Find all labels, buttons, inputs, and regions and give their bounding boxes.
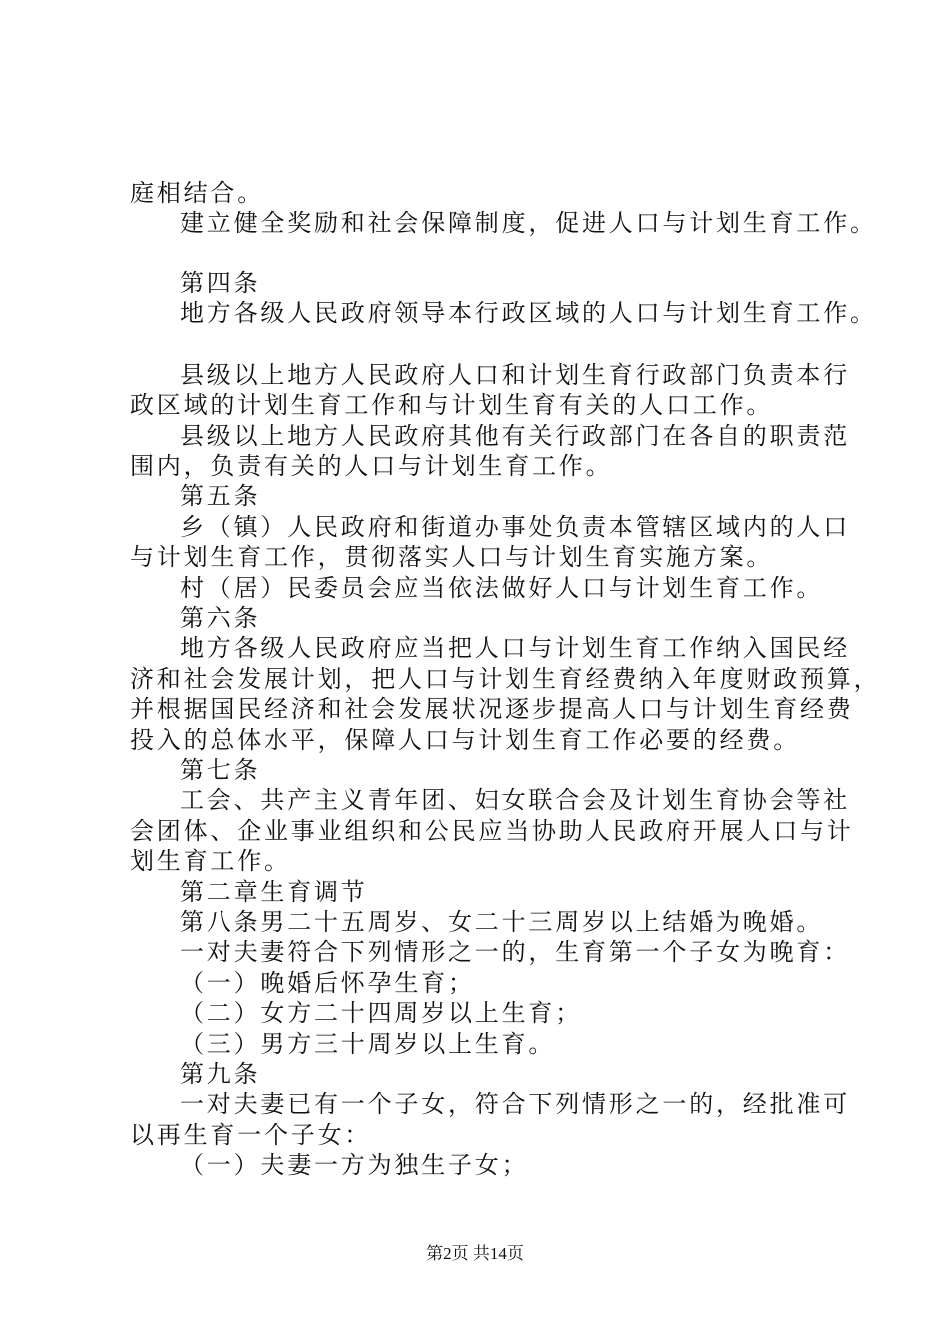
text-line: 一对夫妻符合下列情形之一的，生育第一个子女为晚育： [180,938,850,966]
list-item: （一）晚婚后怀孕生育； [180,969,475,997]
text-line: 地方各级人民政府领导本行政区域的人口与计划生育工作。 [180,299,877,327]
text-line: 工会、共产主义青年团、妇女联合会及计划生育协会等社 [180,786,850,814]
text-line: 县级以上地方人民政府人口和计划生育行政部门负责本行 [180,361,850,389]
chapter-heading: 第二章生育调节 [180,878,368,906]
text-line: 济和社会发展计划，把人口与计划生育经费纳入年度财政预算， [130,665,881,693]
text-line: 政区域的计划生育工作和与计划生育有关的人口工作。 [130,391,774,419]
list-item: （二）女方二十四周岁以上生育； [180,999,582,1027]
text-line: 与计划生育工作，贯彻落实人口与计划生育实施方案。 [130,543,774,571]
list-item: （一）夫妻一方为独生子女； [180,1151,529,1179]
article-heading: 第四条 [180,269,261,297]
text-line: 投入的总体水平，保障人口与计划生育工作必要的经费。 [130,726,800,754]
article-heading: 第六条 [180,604,261,632]
text-line: 并根据国民经济和社会发展状况逐步提高人口与计划生育经费 [130,695,854,723]
text-line: 第八条男二十五周岁、女二十三周岁以上结婚为晚婚。 [180,908,824,936]
text-line: 建立健全奖励和社会保障制度，促进人口与计划生育工作。 [180,209,877,237]
article-heading: 第九条 [180,1060,261,1088]
text-line: 县级以上地方人民政府其他有关行政部门在各自的职责范 [180,422,850,450]
text-line: 划生育工作。 [130,847,291,875]
text-line: 以再生育一个子女： [130,1121,372,1149]
list-item: （三）男方三十周岁以上生育。 [180,1030,556,1058]
text-line: 围内，负责有关的人口与计划生育工作。 [130,452,613,480]
text-line: 会团体、企业事业组织和公民应当协助人民政府开展人口与计 [130,817,854,845]
text-line: 村（居）民委员会应当依法做好人口与计划生育工作。 [180,574,824,602]
text-line: 庭相结合。 [130,179,264,207]
text-line: 乡（镇）人民政府和街道办事处负责本管辖区域内的人口 [180,513,850,541]
article-heading: 第五条 [180,482,261,510]
text-line: 地方各级人民政府应当把人口与计划生育工作纳入国民经 [180,634,850,662]
page-footer: 第2页 共14页 [426,1244,524,1263]
article-heading: 第七条 [180,756,261,784]
text-line: 一对夫妻已有一个子女，符合下列情形之一的，经批准可 [180,1090,850,1118]
